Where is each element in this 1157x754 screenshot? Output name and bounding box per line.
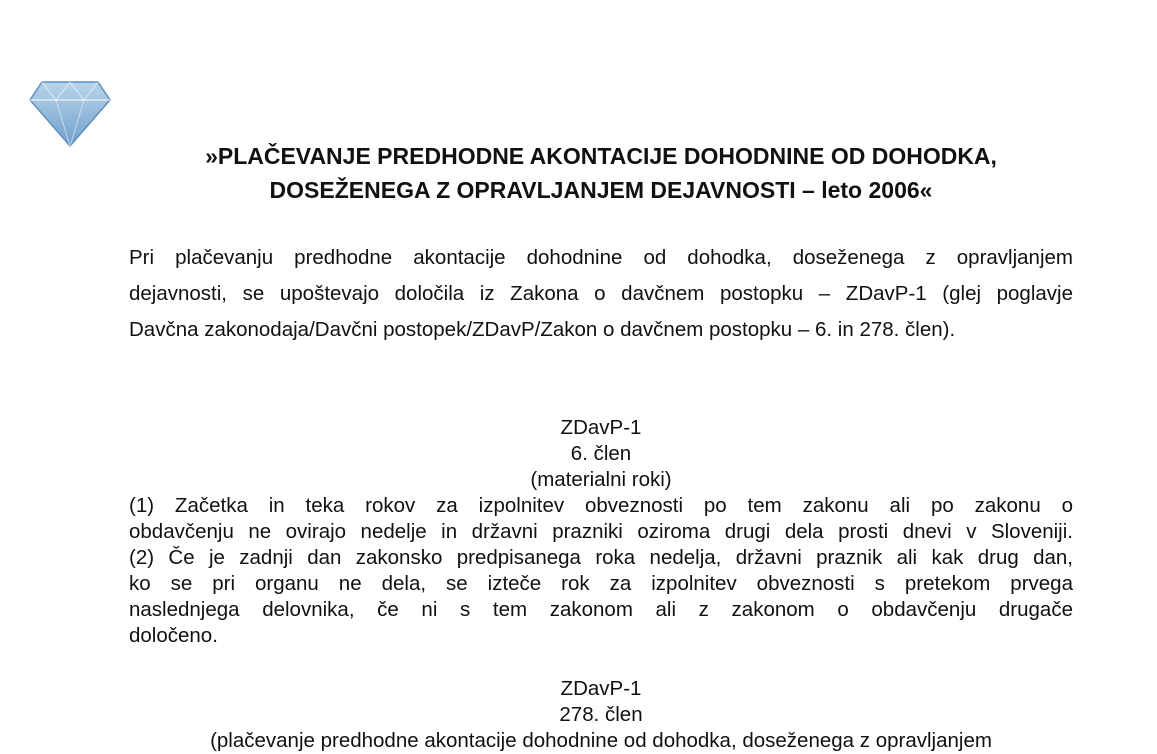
article-text-line: naslednjega delovnika, če ni s tem zakonom ali z zakonom o obdavčenju drugače [129, 598, 1073, 621]
article-text-line: ko se pri organu ne dela, se izteče rok za izpolnitev obveznosti s pretekom prvega [129, 572, 1073, 595]
article-number: 278. člen [559, 703, 643, 726]
article-heading: (plačevanje predhodne akontacije dohodnine od dohodka, doseženega z opravljanjem [210, 729, 992, 752]
article-text-line: (1) Začetka in teka rokov za izpolnitev obveznosti po tem zakonu ali po zakonu o [129, 494, 1073, 517]
intro-paragraph [129, 240, 1073, 348]
article-6 [129, 415, 1073, 649]
law-name: ZDavP-1 [560, 416, 642, 439]
intro-line: dejavnosti, se upoštevajo določila iz Zakona o davčnem postopku – ZDavP-1 (glej poglavje [129, 282, 1073, 305]
article-heading: (materialni roki) [530, 468, 672, 491]
law-name: ZDavP-1 [560, 677, 642, 700]
article-278 [129, 676, 1073, 754]
article-text-line: (2) Če je zadnji dan zakonsko predpisanega roka nedelja, državni praznik ali kak drug dan, [129, 546, 1073, 569]
diamond-logo-icon [28, 78, 112, 148]
logo [28, 78, 112, 148]
title-line-2: DOSEŽENEGA Z OPRAVLJANJEM DEJAVNOSTI – leto 2006« [269, 177, 933, 203]
intro-line: Pri plačevanju predhodne akontacije dohodnine od dohodka, doseženega z opravljanjem [129, 246, 1073, 269]
title-line-1: »PLAČEVANJE PREDHODNE AKONTACIJE DOHODNINE OD DOHODKA, [205, 143, 997, 169]
intro-line: Davčna zakonodaja/Davčni postopek/ZDavP/Zakon o davčnem postopku – 6. in 278. člen). [129, 318, 956, 341]
article-text-line: obdavčenju ne ovirajo nedelje in državni prazniki oziroma drugi dela prosti dnevi v Sloveniji. [129, 520, 1073, 543]
page-title [100, 139, 1102, 207]
article-number: 6. člen [570, 442, 632, 465]
article-text-line: določeno. [129, 624, 218, 647]
